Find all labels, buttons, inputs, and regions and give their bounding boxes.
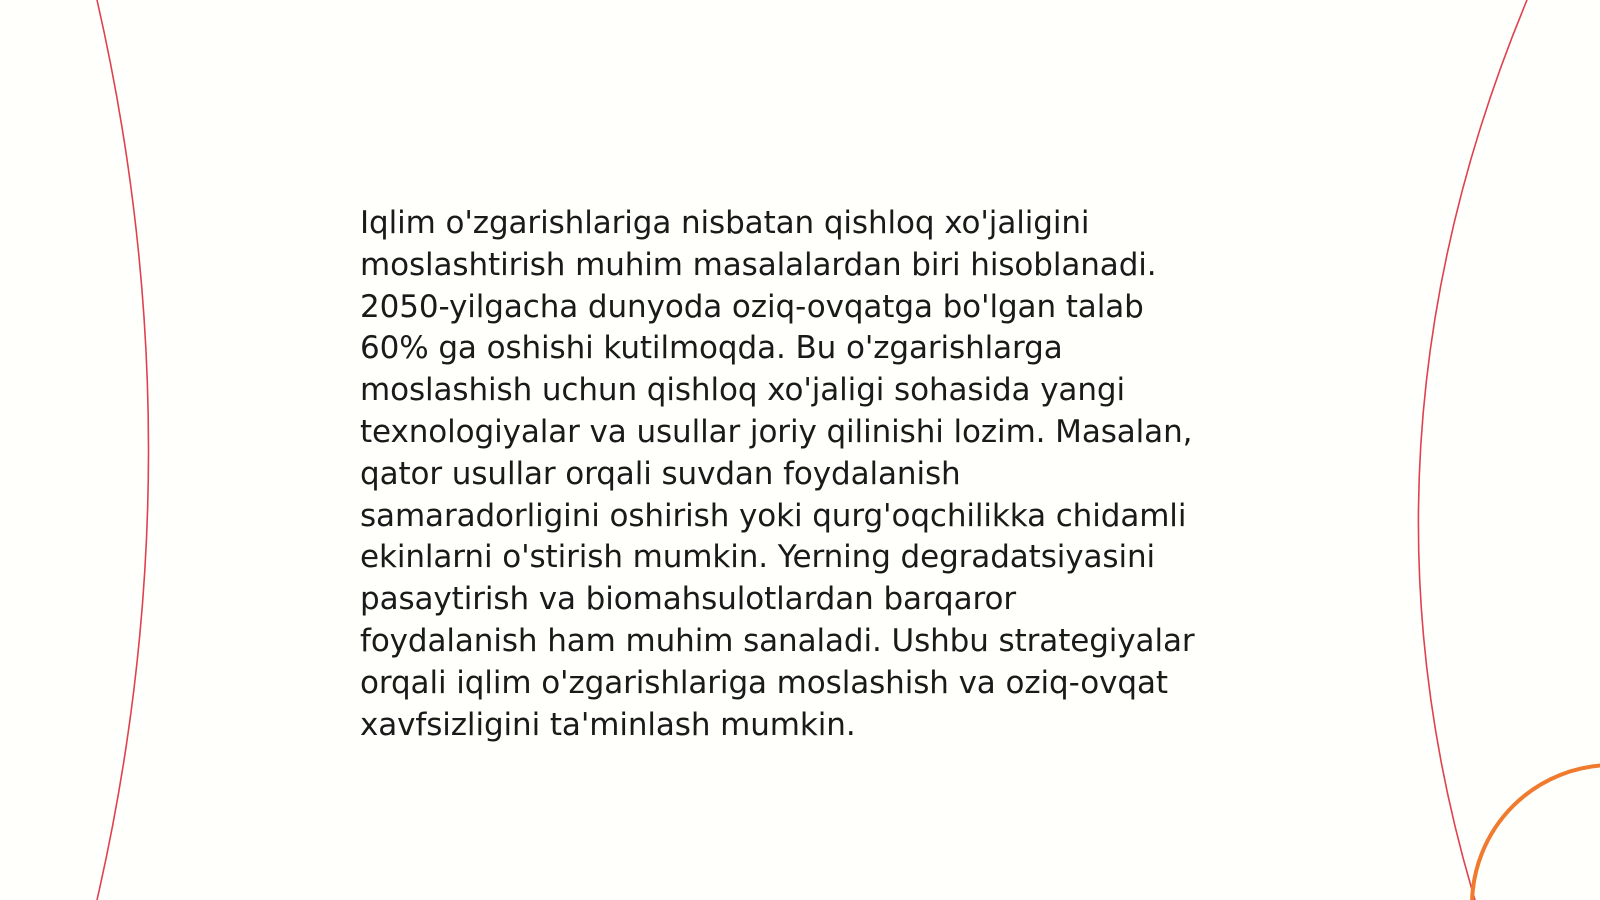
paragraph-line: ekinlarni o'stirish mumkin. Yerning degradatsiyasini: [360, 539, 1156, 576]
paragraph-line: 2050-yilgacha dunyoda oziq-ovqatga bo'lgan talab: [360, 288, 1144, 325]
paragraph-line: pasaytirish va biomahsulotlardan barqaror: [360, 581, 1016, 618]
body-paragraph: [360, 203, 1260, 746]
orange-arc: [1472, 765, 1600, 900]
paragraph-line: xavfsizligini ta'minlash mumkin.: [360, 706, 856, 743]
paragraph-line: 60% ga oshishi kutilmoqda. Bu o'zgarishlarga: [360, 330, 1063, 367]
paragraph-line: texnologiyalar va usullar joriy qilinishi lozim. Masalan,: [360, 413, 1193, 450]
right-curve: [1418, 0, 1527, 900]
paragraph-line: orqali iqlim o'zgarishlariga moslashish va oziq-ovqat: [360, 664, 1168, 701]
paragraph-line: moslashish uchun qishloq xo'jaligi sohasida yangi: [360, 372, 1125, 409]
paragraph-line: foydalanish ham muhim sanaladi. Ushbu strategiyalar: [360, 622, 1195, 659]
paragraph-line: moslashtirish muhim masalalardan biri hisoblanadi.: [360, 246, 1157, 283]
paragraph-line: samaradorligini oshirish yoki qurg'oqchilikka chidamli: [360, 497, 1187, 534]
paragraph-line: Iqlim o'zgarishlariga nisbatan qishloq xo'jaligini: [360, 205, 1090, 241]
left-curve: [97, 0, 149, 900]
paragraph-line: qator usullar orqali suvdan foydalanish: [360, 455, 961, 492]
